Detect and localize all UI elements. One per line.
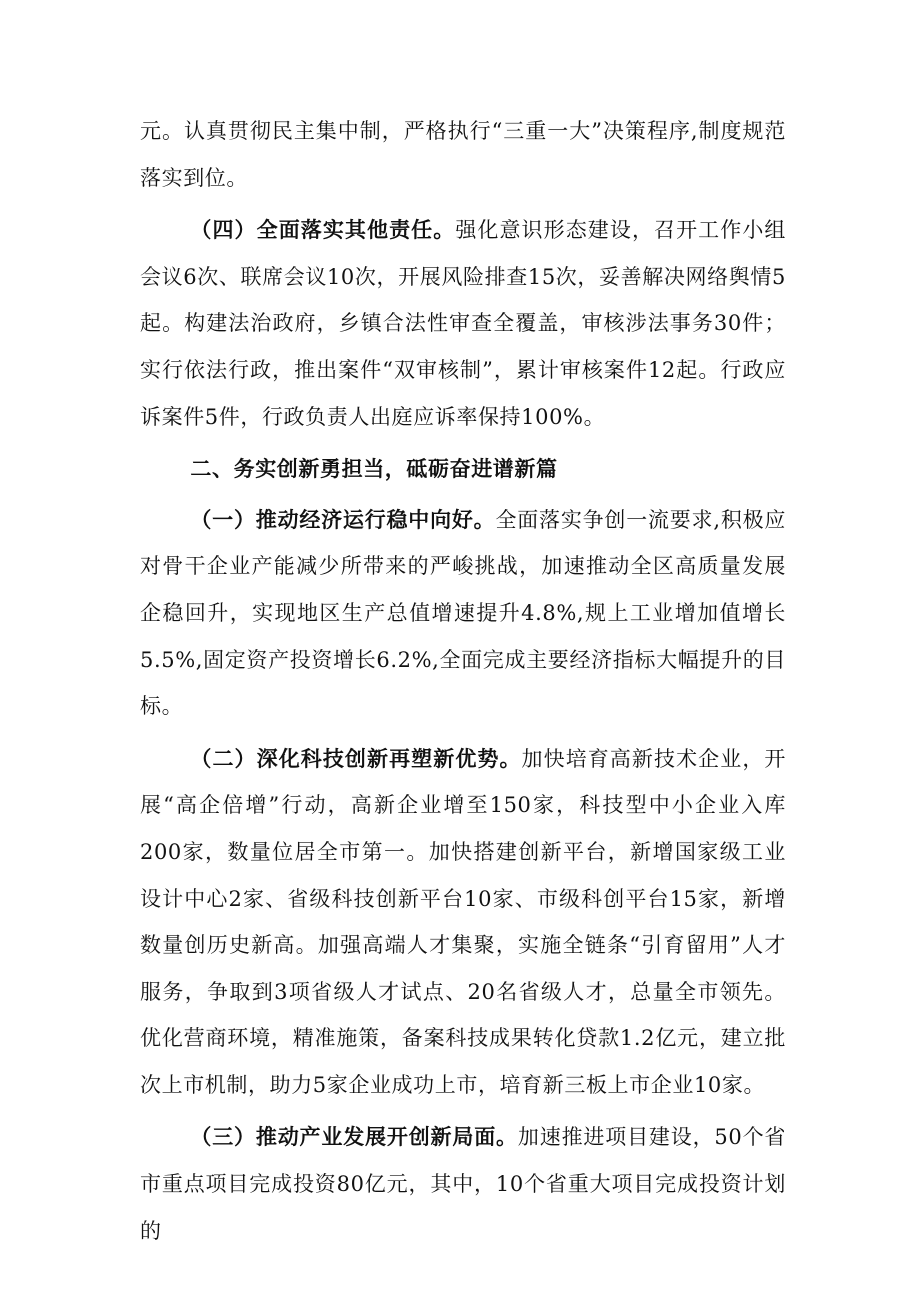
paragraph-other-responsibilities: [140, 207, 786, 440]
paragraph-lead: （二）深化科技创新再塑新优势。: [190, 745, 522, 771]
paragraph-technology: [140, 736, 786, 1109]
paragraph-industry: [140, 1114, 786, 1254]
section-heading: 二、务实创新勇担当，砥砺奋进谱新篇: [190, 456, 558, 482]
paragraph-continuation: [140, 108, 786, 201]
paragraph-text: 全面落实争创一流要求,积极应对骨干企业产能减少所带来的严峻挑战，加速推动全区高质量发展企稳回升，实现地区生产总值增速提升4.8%,规上工业增加值增长5.5%,固定资产投资增长6.2%,全面完成主要经济指标大幅提升的目标。: [140, 507, 786, 719]
paragraph-text: 元。认真贯彻民主集中制，严格执行“三重一大”决策程序,制度规范落实到位。: [140, 119, 786, 190]
paragraph-lead: （四）全面落实其他责任。: [190, 217, 456, 243]
paragraph-lead: （一）推动经济运行稳中向好。: [190, 506, 496, 532]
paragraph-text: 强化意识形态建设，召开工作小组会议6次、联席会议10次，开展风险排查15次，妥善解决网络舆情5起。构建法治政府，乡镇合法性审查全覆盖，审核涉法事务30件；实行依法行政，推出案件“双审核制”，累计审核案件12起。行政应诉案件5件，行政负责人出庭应诉率保持100%。: [140, 218, 787, 429]
paragraph-text: 加快培育高新技术企业，开展“高企倍增”行动，高新企业增至150家，科技型中小企业入库200家，数量位居全市第一。加快搭建创新平台，新增国家级工业设计中心2家、省级科技创新平台10家、市级科创平台15家，新增数量创历史新高。加强高端人才集聚，实施全链条“引育留用”人才服务，争取到3项省级人才试点、20名省级人才，总量全市领先。优化营商环境，精准施策，备案科技成果转化贷款1.2亿元，建立批次上市机制，助力5家企业成功上市，培育新三板上市企业10家。: [140, 746, 786, 1097]
paragraph-economy: [140, 497, 786, 730]
paragraph-text: 加速推进项目建设，50个省市重点项目完成投资80亿元，其中，10个省重大项目完成投资计划的: [140, 1125, 786, 1243]
document-body: [140, 108, 786, 1254]
paragraph-lead: （三）推动产业发展开创新局面。: [190, 1124, 518, 1150]
